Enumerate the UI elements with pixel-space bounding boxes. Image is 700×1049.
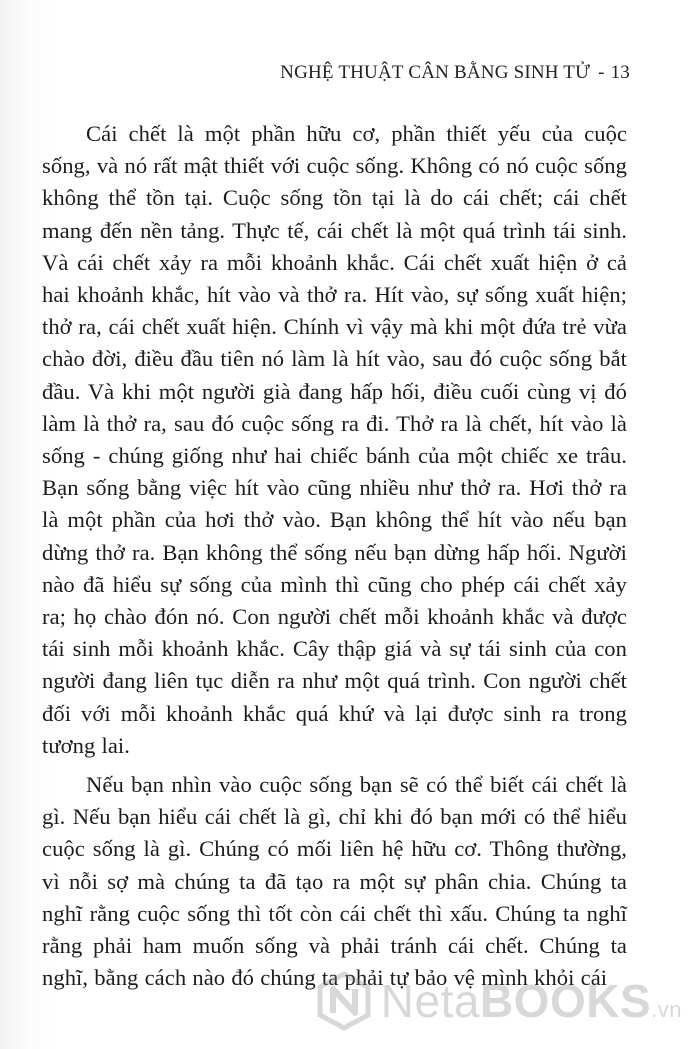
watermark-brand-bold: BOOKS [479,975,652,1027]
page-number: 13 [610,62,630,83]
body-text [42,118,627,994]
paragraph-1: Cái chết là một phần hữu cơ, phần thiết yếu của cuộc sống, và nó rất mật thiết với cuộc sống. Không có nó cuộc sống không thể tồn tại. Cuộc sống tồn tại là do cái chết; cái chết mang đến nền tảng. Thực tế, cái chết là một quá trình tái sinh. Và cái chết xảy ra mỗi khoảnh khắc. Cái chết xuất hiện ở cả hai khoảnh khắc, hít vào và thở ra. Hít vào, sự sống xuất hiện; thở ra, cái chết xuất hiện. Chính vì vậy mà khi một đứa trẻ vừa chào đời, điều đầu tiên nó làm là hít vào, sau đó cuộc sống bắt đầu. Và khi một người già đang hấp hối, điều cuối cùng vị đó làm là thở ra, sau đó cuộc sống ra đi. Thở ra là chết, hít vào là sống - chúng giống như hai chiếc bánh của một chiếc xe trâu. Bạn sống bằng việc hít vào cũng nhiều như thở ra. Hơi thở ra là một phần của hơi thở vào. Bạn không thể hít vào nếu bạn dừng thở ra. Bạn không thể sống nếu bạn dừng hấp hối. Người nào đã hiểu sự sống của mình thì cũng cho phép cái chết xảy ra; họ chào đón nó. Con người chết mỗi khoảnh khắc và được tái sinh mỗi khoảnh khắc. Cây thập giá và sự tái sinh của con người đang liên tục diễn ra như một quá trình. Con người chết đối với mỗi khoảnh khắc quá khứ và lại được sinh ra trong tương lai. [42,121,627,758]
netabooks-logo-icon [317,971,371,1031]
watermark-brand-light: Neta [380,975,480,1027]
book-title: NGHỆ THUẬT CÂN BẰNG SINH TỬ [280,62,591,83]
running-header [280,62,630,84]
header-separator: - [598,62,605,83]
watermark-suffix: .vn [651,997,682,1022]
netabooks-watermark [317,971,682,1031]
paragraph-2: Nếu bạn nhìn vào cuộc sống bạn sẽ có thể biết cái chết là gì. Nếu bạn hiểu cái chết là gì, chỉ khi đó bạn mới có thể hiểu cuộc sống là gì. Chúng có mối liên hệ hữu cơ. Thông thường, vì nỗi sợ mà chúng ta đã tạo ra một sự phân chia. Chúng ta nghĩ rằng cuộc sống thì tốt còn cái chết thì xấu. Chúng ta nghĩ rằng phải ham muốn sống và phải tránh cái chết. Chúng ta nghĩ, bằng cách nào đó chúng ta phải tự bảo vệ mình khỏi cái [42,772,627,991]
watermark-text [381,974,682,1028]
